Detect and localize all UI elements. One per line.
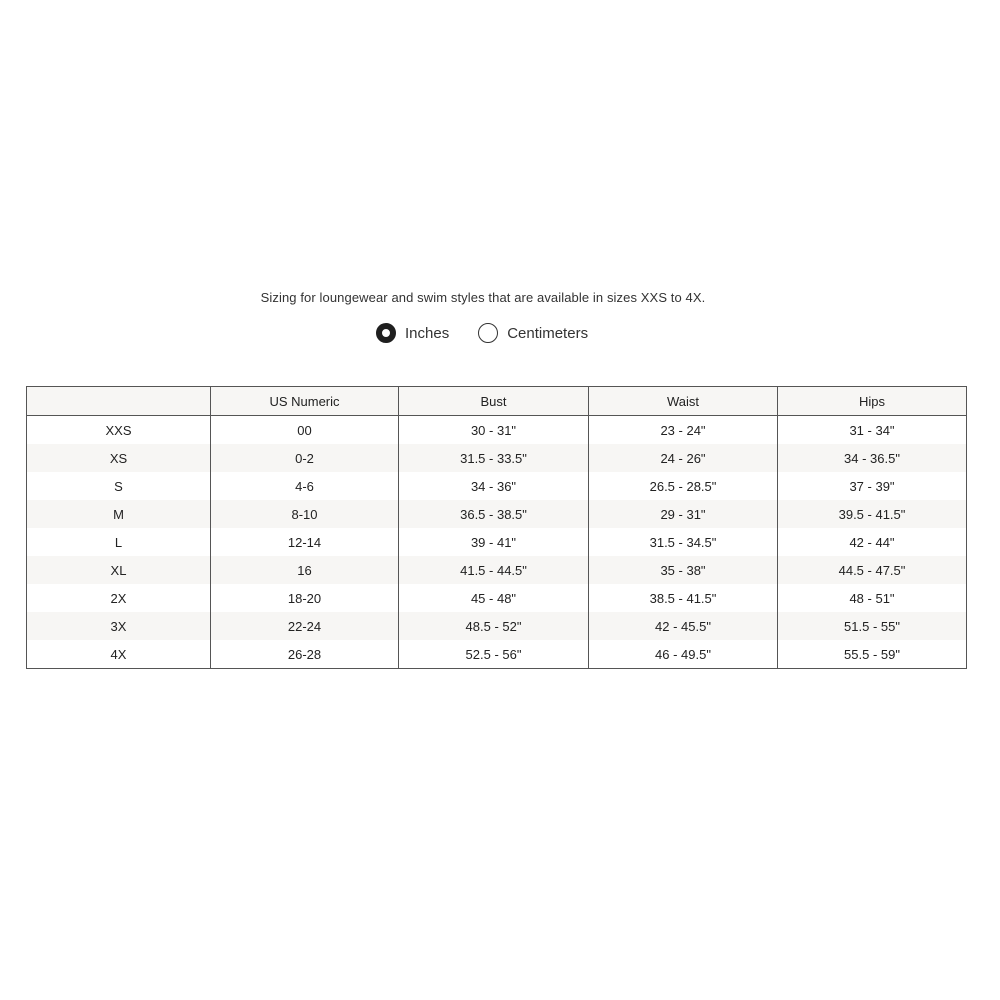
cell-hips: 34 - 36.5"	[778, 444, 967, 472]
cell-bust: 41.5 - 44.5"	[399, 556, 589, 584]
cell-hips: 55.5 - 59"	[778, 640, 967, 669]
cell-waist: 23 - 24"	[589, 416, 778, 445]
cell-us-numeric: 8-10	[211, 500, 399, 528]
table-body	[27, 416, 967, 669]
cell-us-numeric: 0-2	[211, 444, 399, 472]
unit-toggle	[376, 323, 588, 343]
cell-waist: 31.5 - 34.5"	[589, 528, 778, 556]
unit-option-centimeters[interactable]	[478, 323, 588, 343]
unit-label-inches: Inches	[405, 324, 450, 342]
cell-bust: 39 - 41"	[399, 528, 589, 556]
cell-bust: 45 - 48"	[399, 584, 589, 612]
cell-hips: 37 - 39"	[778, 472, 967, 500]
cell-us-numeric: 18-20	[211, 584, 399, 612]
table-row	[27, 640, 967, 669]
header-bust: Bust	[399, 387, 589, 416]
cell-us-numeric: 12-14	[211, 528, 399, 556]
unit-option-inches[interactable]	[376, 323, 449, 343]
header-hips: Hips	[778, 387, 967, 416]
cell-bust: 52.5 - 56"	[399, 640, 589, 669]
radio-checked-icon[interactable]	[376, 323, 396, 343]
cell-hips: 39.5 - 41.5"	[778, 500, 967, 528]
cell-size: 2X	[27, 584, 211, 612]
cell-waist: 35 - 38"	[589, 556, 778, 584]
cell-bust: 30 - 31"	[399, 416, 589, 445]
cell-us-numeric: 00	[211, 416, 399, 445]
cell-us-numeric: 16	[211, 556, 399, 584]
cell-hips: 51.5 - 55"	[778, 612, 967, 640]
cell-bust: 31.5 - 33.5"	[399, 444, 589, 472]
table-row	[27, 528, 967, 556]
cell-waist: 26.5 - 28.5"	[589, 472, 778, 500]
cell-hips: 48 - 51"	[778, 584, 967, 612]
cell-size: M	[27, 500, 211, 528]
cell-us-numeric: 26-28	[211, 640, 399, 669]
table-row	[27, 612, 967, 640]
cell-hips: 44.5 - 47.5"	[778, 556, 967, 584]
cell-size: XS	[27, 444, 211, 472]
table-header-row	[27, 387, 967, 416]
cell-bust: 34 - 36"	[399, 472, 589, 500]
cell-waist: 42 - 45.5"	[589, 612, 778, 640]
table-row	[27, 556, 967, 584]
cell-waist: 24 - 26"	[589, 444, 778, 472]
cell-hips: 31 - 34"	[778, 416, 967, 445]
cell-us-numeric: 4-6	[211, 472, 399, 500]
cell-size: XXS	[27, 416, 211, 445]
table-row	[27, 584, 967, 612]
cell-size: L	[27, 528, 211, 556]
cell-bust: 48.5 - 52"	[399, 612, 589, 640]
cell-hips: 42 - 44"	[778, 528, 967, 556]
radio-unchecked-icon[interactable]	[478, 323, 498, 343]
header-waist: Waist	[589, 387, 778, 416]
table-row	[27, 416, 967, 445]
cell-size: XL	[27, 556, 211, 584]
cell-size: 4X	[27, 640, 211, 669]
table-row	[27, 444, 967, 472]
cell-size: S	[27, 472, 211, 500]
cell-us-numeric: 22-24	[211, 612, 399, 640]
sizing-caption: Sizing for loungewear and swim styles that are available in sizes XXS to 4X.	[260, 290, 706, 305]
cell-waist: 46 - 49.5"	[589, 640, 778, 669]
cell-size: 3X	[27, 612, 211, 640]
cell-waist: 29 - 31"	[589, 500, 778, 528]
cell-waist: 38.5 - 41.5"	[589, 584, 778, 612]
header-us-numeric: US Numeric	[211, 387, 399, 416]
unit-label-centimeters: Centimeters	[507, 324, 589, 342]
table-row	[27, 472, 967, 500]
size-chart-table	[26, 386, 967, 669]
cell-bust: 36.5 - 38.5"	[399, 500, 589, 528]
table-row	[27, 500, 967, 528]
header-size	[27, 387, 211, 416]
